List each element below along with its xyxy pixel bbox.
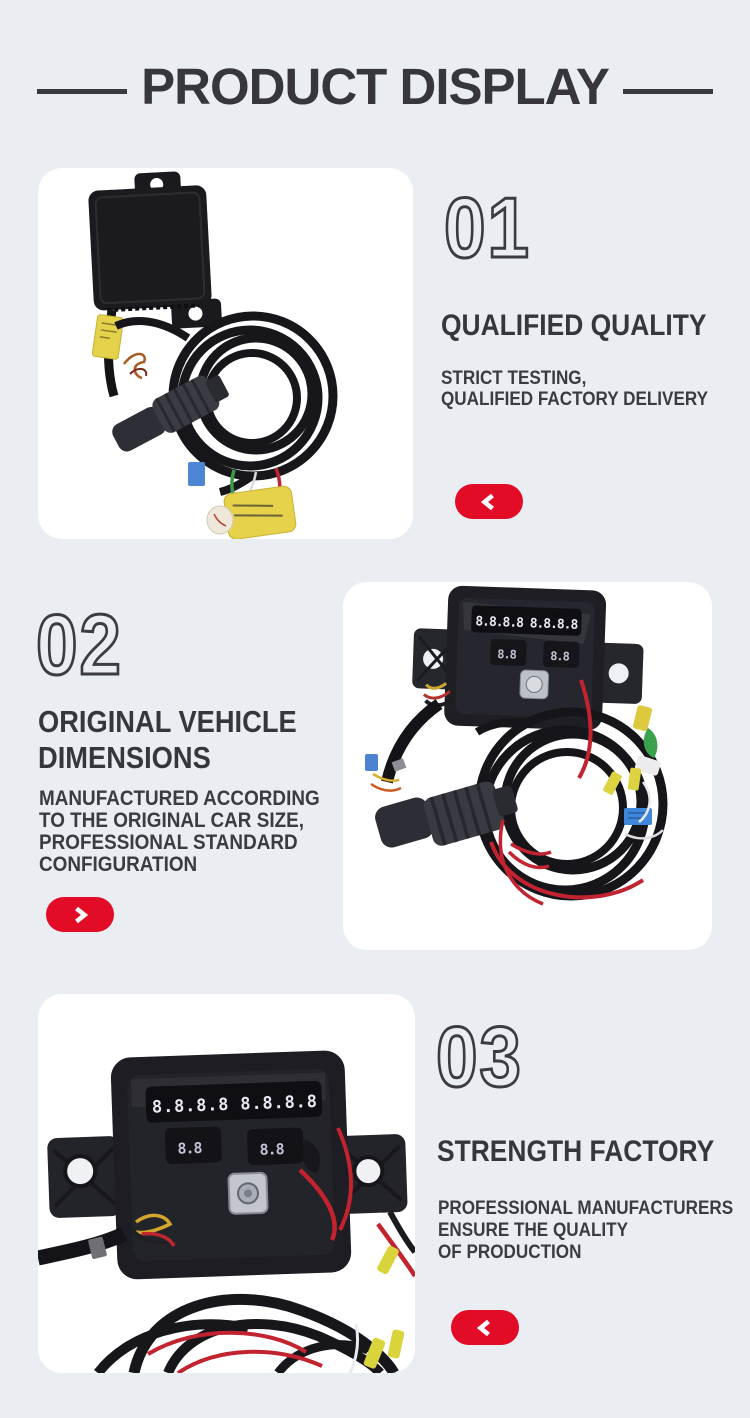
product-image-card-1 bbox=[38, 168, 413, 539]
description-line: TO THE ORIGINAL CAR SIZE, bbox=[39, 809, 304, 832]
prev-arrow-button-section-01[interactable] bbox=[455, 484, 523, 519]
prev-arrow-button-section-03[interactable] bbox=[451, 1310, 519, 1345]
section-number-02: 02 bbox=[36, 598, 123, 693]
description-line: PROFESSIONAL STANDARD bbox=[39, 831, 298, 854]
section-heading-03 bbox=[437, 1135, 714, 1169]
description-line: PROFESSIONAL MANUFACTURERS bbox=[438, 1198, 734, 1219]
small-display-text: 8.8 bbox=[497, 647, 517, 662]
heading-line: ORIGINAL VEHICLE bbox=[38, 704, 297, 739]
description-line: CONFIGURATION bbox=[39, 853, 198, 876]
small-display-text: 8.8 bbox=[177, 1138, 202, 1158]
heading-line: DIMENSIONS bbox=[38, 740, 211, 775]
product-photo-display-unit-harness bbox=[343, 582, 712, 950]
heading-line: STRENGTH FACTORY bbox=[437, 1135, 715, 1168]
product-photo-display-unit-closeup bbox=[38, 994, 415, 1373]
chevron-left-icon bbox=[478, 491, 500, 513]
description-line: QUALIFIED FACTORY DELIVERY bbox=[441, 389, 708, 410]
section-description-02 bbox=[39, 788, 320, 876]
title-dash-right bbox=[623, 89, 713, 94]
description-line: STRICT TESTING, bbox=[441, 368, 587, 389]
led-display-text: 8.8.8.8 8.8.8.8 bbox=[151, 1091, 317, 1118]
heading-line: QUALIFIED QUALITY bbox=[441, 309, 707, 342]
chevron-left-icon bbox=[474, 1317, 496, 1339]
description-line: OF PRODUCTION bbox=[438, 1242, 582, 1263]
section-number-01: 01 bbox=[444, 181, 531, 276]
page-header bbox=[0, 60, 750, 114]
section-description-01 bbox=[441, 368, 708, 410]
section-number-03: 03 bbox=[436, 1010, 523, 1105]
product-image-card-2 bbox=[343, 582, 712, 950]
page-title: PRODUCT DISPLAY bbox=[141, 58, 609, 115]
section-description-03 bbox=[438, 1198, 733, 1264]
next-arrow-button-section-02[interactable] bbox=[46, 897, 114, 932]
chevron-right-icon bbox=[69, 904, 91, 926]
section-heading-02 bbox=[38, 704, 297, 776]
section-heading-01 bbox=[441, 309, 706, 343]
product-image-card-3 bbox=[38, 994, 415, 1373]
description-line: ENSURE THE QUALITY bbox=[438, 1220, 629, 1241]
product-photo-control-box-harness bbox=[38, 168, 413, 539]
title-dash-left bbox=[37, 89, 127, 94]
description-line: MANUFACTURED ACCORDING bbox=[39, 787, 320, 810]
led-display-text: 8.8.8.8 8.8.8.8 bbox=[475, 614, 578, 633]
small-display-text: 8.8 bbox=[549, 648, 570, 664]
small-display-text: 8.8 bbox=[259, 1140, 284, 1159]
